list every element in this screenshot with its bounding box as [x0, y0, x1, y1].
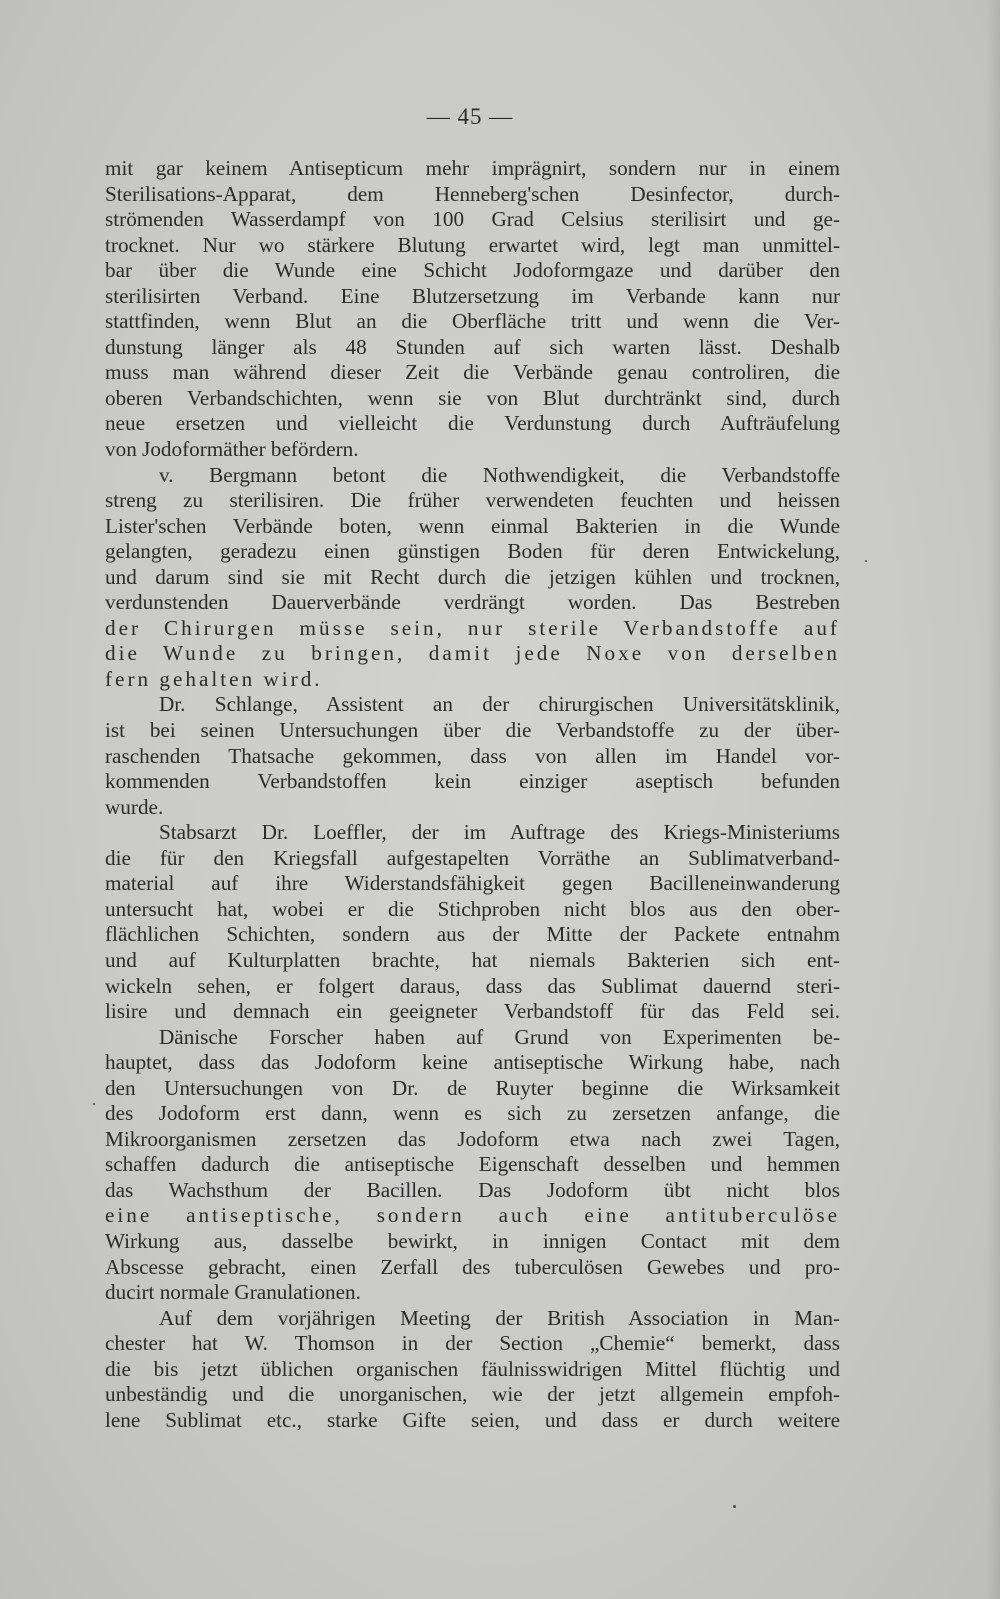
text-line: Mikroorganismen zersetzen das Jodoform etwa nach zwei Tagen, [105, 1126, 840, 1151]
text-line: hauptet, dass das Jodoform keine antiseptische Wirkung habe, nach [105, 1050, 840, 1075]
text-line: unbeständig und die unorganischen, wie der jetzt allgemein empfoh- [105, 1382, 840, 1407]
text-line: wurde. [105, 794, 164, 819]
paragraph-start-line: Dänische Forscher haben auf Grund von Experimenten be- [159, 1024, 840, 1049]
text-line: und darum sind sie mit Recht durch die jetzigen kühlen und trocknen, [105, 564, 840, 589]
text-line: sterilisirten Verband. Eine Blutzersetzung im Verbande kann nur [105, 283, 840, 308]
text-line: wickeln sehen, er folgert daraus, dass das Sublimat dauernd steri- [105, 973, 840, 998]
text-line: chester hat W. Thomson in der Section „Chemie“ bemerkt, dass [105, 1331, 840, 1356]
text-line: gelangten, geradezu einen günstigen Boden für deren Entwickelung, [105, 539, 840, 564]
paragraph-start-line: Auf dem vorjährigen Meeting der British Association in Man- [159, 1305, 840, 1330]
text-line: Lister'schen Verbände boten, wenn einmal Bakterien in die Wunde [105, 513, 840, 538]
ink-speck [733, 1505, 736, 1508]
page-edge-shadow [986, 0, 1000, 1599]
text-line: untersucht hat, wobei er die Stichproben nicht blos aus den ober- [105, 896, 840, 921]
text-line: ducirt normale Granulationen. [105, 1280, 361, 1305]
ink-speck [865, 560, 867, 562]
paragraph-start-line: Stabsarzt Dr. Loeffler, der im Auftrage des Kriegs-Ministeriums [159, 820, 840, 845]
emphasized-line: fern gehalten wird. [105, 666, 323, 691]
text-line: streng zu sterilisiren. Die früher verwendeten feuchten und heissen [105, 488, 840, 513]
text-line: die für den Kriegsfall aufgestapelten Vorräthe an Sublimatverband- [105, 845, 840, 870]
body-text [105, 156, 840, 1433]
text-line: neue ersetzen und vielleicht die Verdunstung durch Aufträufelung [105, 411, 840, 436]
page-number: — 45 — [426, 104, 514, 129]
text-line: die bis jetzt üblichen organischen fäulnisswidrigen Mittel flüchtig und [105, 1356, 840, 1381]
text-line: schaffen dadurch die antiseptische Eigenschaft desselben und hemmen [105, 1152, 840, 1177]
text-line: strömenden Wasserdampf von 100 Grad Celsius sterilisirt und ge- [105, 207, 840, 232]
paragraph-start-line: v. Bergmann betont die Nothwendigkeit, die Verbandstoffe [159, 462, 840, 487]
text-line: material auf ihre Widerstandsfähigkeit gegen Bacilleneinwanderung [105, 871, 840, 896]
text-line: ist bei seinen Untersuchungen über die Verbandstoffe zu der über- [105, 718, 840, 743]
text-line: das Wachsthum der Bacillen. Das Jodoform übt nicht blos [105, 1177, 840, 1202]
text-line: stattfinden, wenn Blut an die Oberfläche tritt und wenn die Ver- [105, 309, 840, 334]
text-line: oberen Verbandschichten, wenn sie von Blut durchtränkt sind, durch [105, 385, 840, 410]
ink-speck [93, 1103, 95, 1105]
text-line: Sterilisations-Apparat, dem Henneberg'schen Desinfector, durch- [105, 181, 840, 206]
emphasized-line: die Wunde zu bringen, damit jede Noxe von derselben [105, 641, 840, 666]
text-line: verdunstenden Dauerverbände verdrängt worden. Das Bestreben [105, 590, 840, 615]
text-line: des Jodoform erst dann, wenn es sich zu zersetzen anfange, die [105, 1101, 840, 1126]
text-line: kommenden Verbandstoffen kein einziger aseptisch befunden [105, 769, 840, 794]
emphasized-line: eine antiseptische, sondern auch eine antituberculöse [105, 1203, 840, 1228]
emphasized-line: der Chirurgen müsse sein, nur sterile Verbandstoffe auf [105, 615, 840, 640]
text-line: Wirkung aus, dasselbe bewirkt, in innigen Contact mit dem [105, 1228, 840, 1253]
text-line: lene Sublimat etc., starke Gifte seien, und dass er durch weitere [105, 1407, 840, 1432]
text-line: den Untersuchungen von Dr. de Ruyter beginne die Wirksamkeit [105, 1075, 840, 1100]
text-line: muss man während dieser Zeit die Verbände genau controliren, die [105, 360, 840, 385]
text-line: von Jodoformäther befördern. [105, 437, 359, 462]
text-line: flächlichen Schichten, sondern aus der Mitte der Packete entnahm [105, 922, 840, 947]
paragraph-start-line: Dr. Schlange, Assistent an der chirurgischen Universitätsklinik, [159, 692, 840, 717]
text-line: dunstung länger als 48 Stunden auf sich warten lässt. Deshalb [105, 334, 840, 359]
text-line: raschenden Thatsache gekommen, dass von allen im Handel vor- [105, 743, 840, 768]
text-line: bar über die Wunde eine Schicht Jodoformgaze und darüber den [105, 258, 840, 283]
text-line: trocknet. Nur wo stärkere Blutung erwartet wird, legt man unmittel- [105, 232, 840, 257]
text-line: Abscesse gebracht, einen Zerfall des tuberculösen Gewebes und pro- [105, 1254, 840, 1279]
text-line: mit gar keinem Antisepticum mehr imprägnirt, sondern nur in einem [105, 156, 840, 180]
text-line: lisire und demnach ein geeigneter Verbandstoff für das Feld sei. [105, 999, 840, 1024]
text-line: und auf Kulturplatten brachte, hat niemals Bakterien sich ent- [105, 947, 840, 972]
